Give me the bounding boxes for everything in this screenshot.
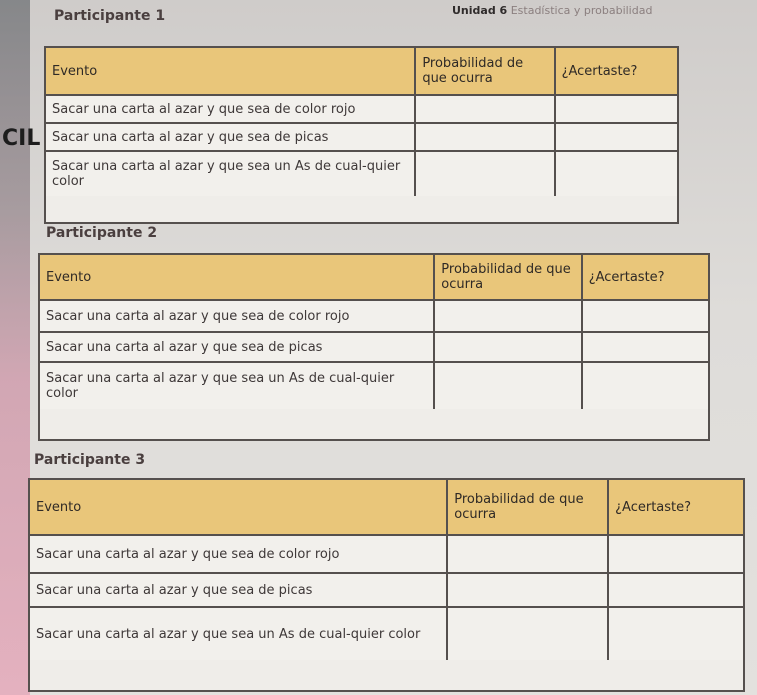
probability-cell[interactable] (415, 95, 554, 123)
probability-column-header: Probabilidad de que ocurra (434, 254, 581, 300)
event-cell: Sacar una carta al azar y que sea de color rojo (29, 535, 447, 573)
unit-header (452, 4, 652, 17)
event-cell: Sacar una carta al azar y que sea de color rojo (39, 300, 434, 332)
participant-3-title: Participante 3 (34, 452, 146, 468)
table-row (29, 573, 744, 607)
left-decorative-strip (0, 0, 30, 695)
table-row (45, 123, 678, 151)
probability-cell[interactable] (434, 362, 581, 410)
event-cell: Sacar una carta al azar y que sea un As de cual-quier color (45, 151, 415, 197)
probability-cell[interactable] (415, 123, 554, 151)
correct-column-header: ¿Acertaste? (608, 479, 744, 535)
correct-cell[interactable] (608, 573, 744, 607)
participant-1-title: Participante 1 (54, 8, 166, 24)
event-column-header: Evento (45, 47, 415, 95)
event-column-header: Evento (39, 254, 434, 300)
probability-column-header: Probabilidad de que ocurra (447, 479, 608, 535)
probability-cell[interactable] (415, 151, 554, 197)
event-cell: Sacar una carta al azar y que sea de picas (29, 573, 447, 607)
correct-cell[interactable] (555, 151, 678, 197)
participant-2-blank-row (38, 409, 710, 441)
correct-cell[interactable] (582, 300, 709, 332)
participant-3-blank-row (28, 660, 745, 692)
participant-2-table (38, 253, 710, 409)
probability-cell[interactable] (434, 332, 581, 362)
table-row (29, 607, 744, 661)
table-row (29, 535, 744, 573)
unit-subject: Estadística y probabilidad (510, 4, 653, 17)
probability-cell[interactable] (434, 300, 581, 332)
participant-1-table (44, 46, 679, 196)
correct-cell[interactable] (555, 95, 678, 123)
table-row (45, 95, 678, 123)
event-column-header: Evento (29, 479, 447, 535)
correct-cell[interactable] (582, 362, 709, 410)
participant-3-table (28, 478, 745, 660)
event-cell: Sacar una carta al azar y que sea un As de cual-quier color (29, 607, 447, 661)
event-cell: Sacar una carta al azar y que sea de picas (45, 123, 415, 151)
table-row (39, 300, 709, 332)
event-cell: Sacar una carta al azar y que sea de picas (39, 332, 434, 362)
correct-cell[interactable] (608, 535, 744, 573)
correct-column-header: ¿Acertaste? (582, 254, 709, 300)
correct-cell[interactable] (582, 332, 709, 362)
correct-column-header: ¿Acertaste? (555, 47, 678, 95)
table-row (39, 362, 709, 410)
participant-2-title: Participante 2 (46, 225, 158, 241)
probability-column-header: Probabilidad de que ocurra (415, 47, 554, 95)
participant-1-blank-row (44, 196, 679, 224)
table-row (39, 332, 709, 362)
event-cell: Sacar una carta al azar y que sea un As de cual-quier color (39, 362, 434, 410)
unit-label: Unidad 6 (452, 4, 508, 17)
correct-cell[interactable] (555, 123, 678, 151)
probability-cell[interactable] (447, 573, 608, 607)
left-margin-fragment: CIL (2, 126, 41, 151)
probability-cell[interactable] (447, 535, 608, 573)
correct-cell[interactable] (608, 607, 744, 661)
probability-cell[interactable] (447, 607, 608, 661)
table-row (45, 151, 678, 197)
event-cell: Sacar una carta al azar y que sea de color rojo (45, 95, 415, 123)
